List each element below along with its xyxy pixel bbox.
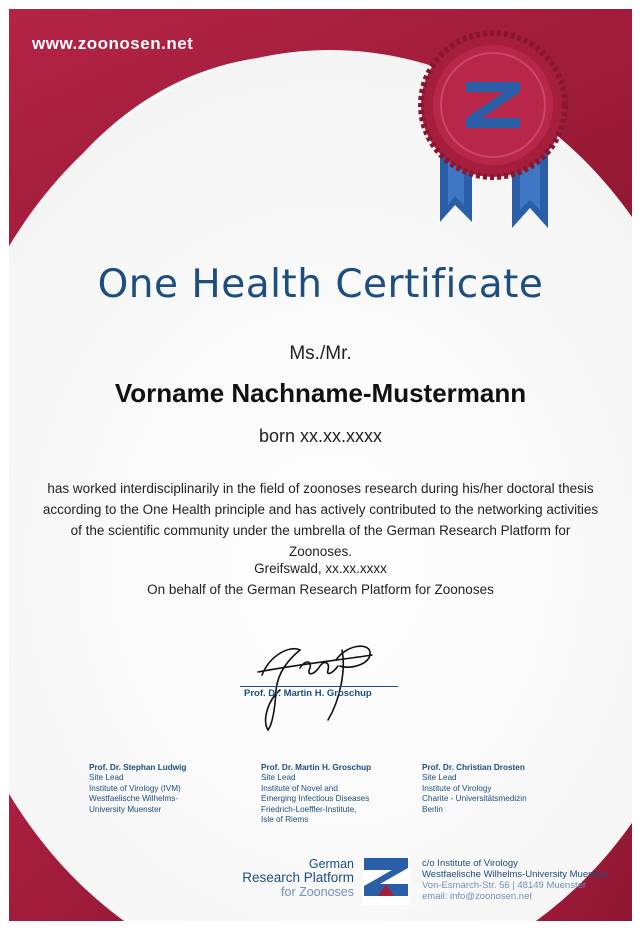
address-line: Westfaelische Wilhelms-University Muenster <box>422 869 610 880</box>
brand-line: Research Platform <box>242 870 354 885</box>
site-lead-line: Institute of Novel and <box>261 783 338 793</box>
signatory-name: Prof. Dr. Martin H. Groschup <box>244 688 372 699</box>
site-url[interactable]: www.zoonosen.net <box>32 34 194 53</box>
site-lead-column <box>422 763 572 815</box>
site-lead-line: Institute of Virology (IVM) <box>89 783 181 793</box>
site-lead-column <box>89 763 239 815</box>
brand-line: German <box>308 857 354 871</box>
site-lead-role: Site Lead <box>422 773 457 783</box>
site-lead-name: Prof. Dr. Christian Drosten <box>422 763 525 772</box>
footer-brand <box>242 857 354 899</box>
site-lead-role: Site Lead <box>261 773 296 783</box>
site-lead-line: Emerging Infectious Diseases <box>261 794 370 804</box>
rosette-seal-icon <box>421 33 565 177</box>
site-lead-line: Friedrich-Loeffler-Institute, <box>261 804 357 814</box>
address-line: Von-Esmarch-Str. 56 | 48149 Muenster <box>422 880 587 891</box>
salutation: Ms./Mr. <box>289 343 352 364</box>
site-lead-column <box>261 763 411 825</box>
recipient-name: Vorname Nachname-Mustermann <box>114 378 527 408</box>
site-lead-line: Charite - Universitätsmedizin <box>422 794 527 804</box>
address-line: c/o Institute of Virology <box>422 858 518 869</box>
site-lead-line: University Muenster <box>89 804 162 814</box>
footer-email[interactable]: email: info@zoonosen.net <box>422 891 532 902</box>
birth-date: born xx.xx.xxxx <box>258 426 383 446</box>
site-lead-line: Institute of Virology <box>422 783 492 793</box>
site-lead-name: Prof. Dr. Martin H. Groschup <box>261 763 372 772</box>
site-lead-line: Isle of Riems <box>261 815 309 825</box>
on-behalf-text: On behalf of the German Research Platform for Zoonoses <box>147 582 494 597</box>
signature-line <box>240 686 398 687</box>
site-lead-line: Westfaelische Wilhelms- <box>89 794 179 804</box>
site-lead-line: Berlin <box>422 804 443 814</box>
footer-address <box>422 858 609 902</box>
site-lead-role: Site Lead <box>89 773 124 783</box>
certificate-title: One Health Certificate <box>97 262 544 307</box>
brand-line: for Zoonoses <box>281 885 354 899</box>
place-date: Greifswald, xx.xx.xxxx <box>254 561 387 576</box>
site-lead-name: Prof. Dr. Stephan Ludwig <box>89 763 187 772</box>
zoonoses-logo-icon <box>362 857 410 905</box>
certificate-body: has worked interdisciplinarily in the field of zoonoses research during his/her doctoral thesis according to the One Health principle and has actively contributed to the networking activities of the scientific community under the umbrella of the German Research Platform for Zoonoses. <box>42 481 599 559</box>
